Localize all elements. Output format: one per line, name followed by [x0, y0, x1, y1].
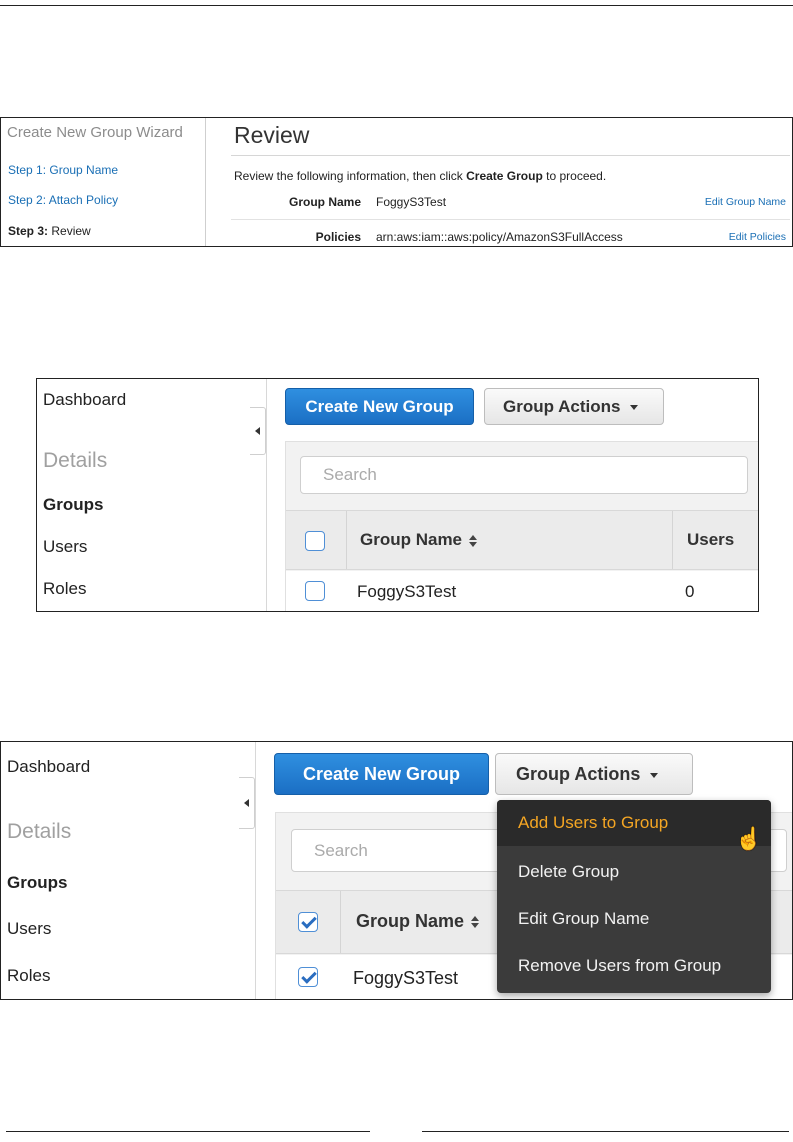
sidebar-item-users[interactable]: Users [43, 537, 88, 556]
column-divider [340, 891, 341, 953]
sort-up-down-icon [471, 916, 479, 928]
review-row-label-policies: Policies [315, 230, 361, 244]
column-header-group-name[interactable] [356, 911, 479, 932]
group-actions-button[interactable] [495, 753, 693, 795]
caret-down-icon [650, 773, 658, 778]
review-row-value-group-name: FoggyS3Test [376, 195, 447, 209]
review-heading: Review [234, 122, 310, 148]
sidebar-item-groups[interactable]: Groups [43, 495, 104, 514]
sidebar-item-users[interactable]: Users [7, 919, 52, 938]
page-bottom-rule-left [6, 1131, 370, 1132]
row-checkbox[interactable] [298, 967, 318, 987]
caret-down-icon [630, 405, 638, 410]
sidebar-item-dashboard[interactable]: Dashboard [7, 757, 91, 776]
page-bottom-rule-right [422, 1131, 789, 1132]
sidebar-collapse-toggle[interactable] [239, 777, 255, 829]
row-users-count: 0 [685, 582, 695, 601]
wizard-sidebar [1, 118, 206, 246]
triangle-left-icon [244, 799, 249, 807]
groups-list-screenshot [36, 378, 759, 612]
group-actions-menu-screenshot [0, 741, 793, 1000]
menu-item-edit-group-name[interactable]: Edit Group Name [518, 909, 650, 928]
hand-pointer-icon: ☝ [735, 826, 763, 851]
sidebar-collapse-toggle[interactable] [250, 407, 266, 455]
wizard-step-review-number: Step 3: [8, 224, 49, 238]
wizard-title: Create New Group Wizard [7, 124, 183, 141]
search-input[interactable]: Search [300, 456, 748, 494]
menu-item-add-users-to-group[interactable]: Add Users to Group [497, 800, 771, 846]
sidebar-divider [255, 742, 256, 1000]
review-description [234, 169, 606, 183]
select-all-checkbox[interactable] [298, 912, 318, 932]
sidebar-section-details: Details [43, 449, 108, 472]
table-row[interactable] [286, 571, 759, 612]
search-input[interactable]: Search [291, 829, 787, 872]
group-actions-label: Group Actions [503, 397, 621, 416]
review-description-emphasis: Create Group [466, 169, 543, 183]
edit-policies-link[interactable]: Edit Policies [728, 231, 786, 243]
review-row-label-group-name: Group Name [288, 195, 361, 209]
sort-up-down-icon [469, 535, 477, 547]
wizard-step-group-name[interactable]: Step 1: Group Name [8, 163, 119, 177]
sidebar-item-dashboard[interactable]: Dashboard [43, 390, 127, 409]
sidebar-section-details: Details [7, 820, 72, 843]
sidebar-item-roles[interactable]: Roles [7, 966, 51, 985]
row-group-name[interactable]: FoggyS3Test [357, 582, 457, 601]
column-divider [346, 511, 347, 569]
review-row-value-policies: arn:aws:iam::aws:policy/AmazonS3FullAccess [376, 230, 623, 244]
group-actions-menu [497, 800, 771, 993]
column-header-group-name-label: Group Name [360, 530, 463, 549]
groups-table [285, 441, 759, 612]
wizard-review-screenshot [0, 117, 793, 247]
select-all-checkbox[interactable] [305, 531, 325, 551]
review-heading-divider [231, 155, 790, 156]
sidebar-divider [266, 379, 267, 612]
row-checkbox[interactable] [305, 581, 325, 601]
review-description-lead: Review the following information, then click [234, 169, 467, 183]
create-new-group-button[interactable]: Create New Group [285, 388, 474, 425]
column-header-users[interactable]: Users [687, 530, 735, 549]
group-actions-label: Group Actions [516, 764, 641, 784]
wizard-step-review-label: Review [48, 224, 91, 238]
menu-item-remove-users-from-group[interactable]: Remove Users from Group [518, 956, 722, 975]
group-actions-button[interactable] [484, 388, 664, 425]
review-row-divider [231, 219, 790, 220]
sidebar-item-roles[interactable]: Roles [43, 579, 87, 598]
wizard-step-review [8, 224, 91, 238]
table-header [286, 510, 759, 570]
wizard-step-attach-policy[interactable]: Step 2: Attach Policy [8, 193, 119, 207]
column-divider [672, 511, 673, 569]
page-top-rule [0, 5, 793, 6]
edit-group-name-link[interactable]: Edit Group Name [704, 196, 786, 208]
sidebar-item-groups[interactable]: Groups [7, 873, 68, 892]
column-header-group-name[interactable] [360, 530, 477, 550]
menu-item-delete-group[interactable]: Delete Group [518, 862, 620, 881]
create-new-group-button[interactable]: Create New Group [274, 753, 489, 795]
review-description-tail: to proceed. [542, 169, 607, 183]
row-group-name[interactable]: FoggyS3Test [353, 968, 459, 988]
column-header-group-name-label: Group Name [356, 911, 465, 931]
triangle-left-icon [255, 427, 260, 435]
